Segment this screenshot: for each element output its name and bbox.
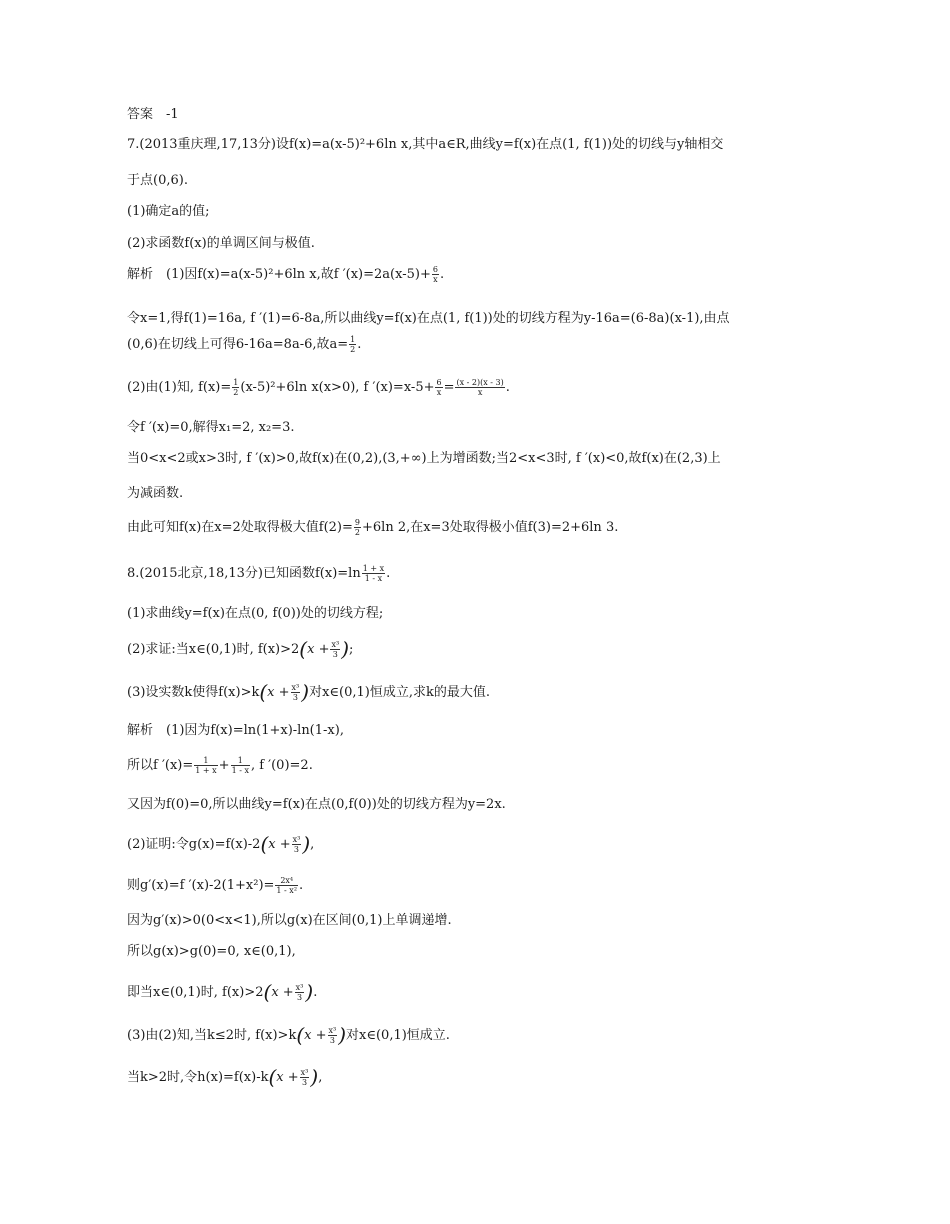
solution-8-line6 — [127, 912, 870, 930]
fraction-9-over-2: $\frac{9}{2}$ — [354, 518, 360, 537]
solution-text: 由此可知f(x)在x=2处取得极大值f(2)= — [127, 520, 353, 535]
solution-8-line4: (2)证明:令g(x)=f(x)-2(x + $\frac{\text{x³}}{3}$ ), — [127, 832, 315, 856]
problem-8-part1 — [127, 605, 870, 623]
part-text: (1)确定a的值; — [127, 204, 210, 219]
fraction-x3-over-3: $\frac{\text{x³}}{3}$ — [292, 835, 301, 854]
solution-7-line4: (2)由(1)知, f(x)= $\frac{1}{2}$ (x-5)²+6ln x(x>0), f ′(x)=x-5+ $\frac{6}{x}$ = $\frac{(x - 2)(x - 3)}{x}$ . — [127, 378, 510, 397]
part-text: (3)设实数k使得f(x)>k — [127, 685, 260, 700]
solution-7-line8: 由此可知f(x)在x=2处取得极大值f(2)= $\frac{9}{2}$ +6ln 2,在x=3处取得极小值f(3)=2+6ln 3. — [127, 518, 619, 537]
solution-text: 解析 (1)因为f(x)=ln(1+x)-ln(1-x), — [127, 723, 344, 738]
solution-7-line6 — [127, 450, 870, 468]
problem-8-statement: 8.(2015北京,18,13分)已知函数f(x)=ln — [127, 566, 361, 581]
solution-7-line2 — [127, 310, 870, 328]
solution-text: 令f ′(x)=0,解得x₁=2, x₂=3. — [127, 420, 295, 435]
fraction-6-over-x: $\frac{6}{x}$ — [436, 378, 442, 397]
problem-8-part2: (2)求证:当x∈(0,1)时, f(x)>2(x + $\frac{\text{x³}}{3}$ ); — [127, 637, 354, 661]
fraction-x3-over-3: $\frac{\text{x³}}{3}$ — [295, 983, 304, 1002]
part-text: (1)求曲线y=f(x)在点(0, f(0))处的切线方程; — [127, 606, 384, 621]
solution-7-line3: (0,6)在切线上可得6-16a=8a-6,故a= $\frac{1}{2}$ . — [127, 335, 362, 354]
solution-8-line9: (3)由(2)知,当k≤2时, f(x)>k(x + $\frac{\text{x³}}{3}$ )对x∈(0,1)恒成立. — [127, 1023, 450, 1047]
fraction-1-over-2: $\frac{1}{2}$ — [233, 378, 239, 397]
solution-text: 又因为f(0)=0,所以曲线y=f(x)在点(0,f(0))处的切线方程为y=2x. — [127, 797, 506, 812]
problem-7-line — [127, 136, 870, 154]
solution-7-line1: 解析 (1)因f(x)=a(x-5)²+6ln x,故f ′(x)=2a(x-5)+ $\frac{6}{x}$ . — [127, 265, 445, 284]
solution-text: (2)由(1)知, f(x)= — [127, 380, 232, 395]
solution-8-line5: 则g′(x)=f ′(x)-2(1+x²)= $\frac{\text{2x⁴}}{\text{1 - x²}}$ . — [127, 876, 304, 895]
solution-7-line7 — [127, 485, 870, 503]
fraction-x3-over-3: $\frac{\text{x³}}{3}$ — [328, 1026, 337, 1045]
fraction-1-over-2: $\frac{1}{2}$ — [350, 335, 356, 354]
problem-7-part1 — [127, 203, 870, 221]
problem-7-statement: 7.(2013重庆理,17,13分)设f(x)=a(x-5)²+6ln x,其中a∈R,曲线y=f(x)在点(1, f(1))处的切线与y轴相交 — [127, 137, 724, 152]
solution-text: 则g′(x)=f ′(x)-2(1+x²)= — [127, 878, 275, 893]
solution-text: (3)由(2)知,当k≤2时, f(x)>k — [127, 1028, 297, 1043]
solution-text: 令x=1,得f(1)=16a, f ′(1)=6-8a,所以曲线y=f(x)在点(1, f(1))处的切线方程为y-16a=(6-8a)(x-1),由点 — [127, 311, 730, 326]
solution-8-line2: 所以f ′(x)= $\frac{1}{1 + x}$ + $\frac{1}{1 - x}$ , f ′(0)=2. — [127, 756, 313, 775]
solution-7-line5 — [127, 419, 870, 437]
fraction-1-over-1mx: $\frac{1}{1 - x}$ — [231, 756, 249, 775]
solution-text: (2)证明:令g(x)=f(x)-2 — [127, 837, 261, 852]
problem-7-line-cont — [127, 172, 870, 190]
fraction-x3-over-3: $\frac{\text{x³}}{3}$ — [300, 1068, 309, 1087]
problem-8-line: 8.(2015北京,18,13分)已知函数f(x)=ln $\frac{1 + x}{1 - x}$ . — [127, 564, 391, 583]
solution-8-line7 — [127, 943, 870, 961]
solution-8-line1 — [127, 722, 870, 740]
solution-text: 即当x∈(0,1)时, f(x)>2 — [127, 985, 264, 1000]
fraction-x3-over-3: $\frac{\text{x³}}{3}$ — [291, 683, 300, 702]
problem-7-statement-cont: 于点(0,6). — [127, 173, 188, 188]
fraction-derivative: $\frac{(x - 2)(x - 3)}{x}$ — [456, 378, 504, 397]
solution-text: 为减函数. — [127, 486, 184, 501]
answer-text: 答案 -1 — [127, 107, 179, 122]
fraction-ln-arg: $\frac{1 + x}{1 - x}$ — [362, 564, 385, 583]
answer-line — [127, 106, 870, 124]
solution-text: (0,6)在切线上可得6-16a=8a-6,故a= — [127, 337, 349, 352]
solution-text: 所以f ′(x)= — [127, 758, 194, 773]
solution-8-line10: 当k>2时,令h(x)=f(x)-k(x + $\frac{\text{x³}}{3}$ ), — [127, 1065, 323, 1089]
fraction-2x4-over-1mx2: $\frac{\text{2x⁴}}{\text{1 - x²}}$ — [276, 876, 298, 895]
solution-text: 所以g(x)>g(0)=0, x∈(0,1), — [127, 944, 296, 959]
part-text: (2)求函数f(x)的单调区间与极值. — [127, 236, 315, 251]
fraction-x3-over-3: $\frac{\text{x³}}{3}$ — [331, 640, 340, 659]
fraction-1-over-1px: $\frac{1}{1 + x}$ — [195, 756, 217, 775]
part-text: (2)求证:当x∈(0,1)时, f(x)>2 — [127, 642, 300, 657]
problem-8-part3: (3)设实数k使得f(x)>k(x + $\frac{\text{x³}}{3}$ )对x∈(0,1)恒成立,求k的最大值. — [127, 680, 490, 704]
solution-8-line3 — [127, 796, 870, 814]
solution-text: 因为g′(x)>0(0<x<1),所以g(x)在区间(0,1)上单调递增. — [127, 913, 452, 928]
problem-7-part2 — [127, 235, 870, 253]
solution-text: 当0<x<2或x>3时, f ′(x)>0,故f(x)在(0,2),(3,+∞)上为增函数;当2<x<3时, f ′(x)<0,故f(x)在(2,3)上 — [127, 451, 721, 466]
fraction-6-over-x: $\frac{6}{x}$ — [432, 265, 438, 284]
solution-text: 解析 (1)因f(x)=a(x-5)²+6ln x,故f ′(x)=2a(x-5)+ — [127, 267, 431, 282]
solution-text: 当k>2时,令h(x)=f(x)-k — [127, 1070, 269, 1085]
solution-8-line8: 即当x∈(0,1)时, f(x)>2(x + $\frac{\text{x³}}{3}$ ). — [127, 980, 318, 1004]
